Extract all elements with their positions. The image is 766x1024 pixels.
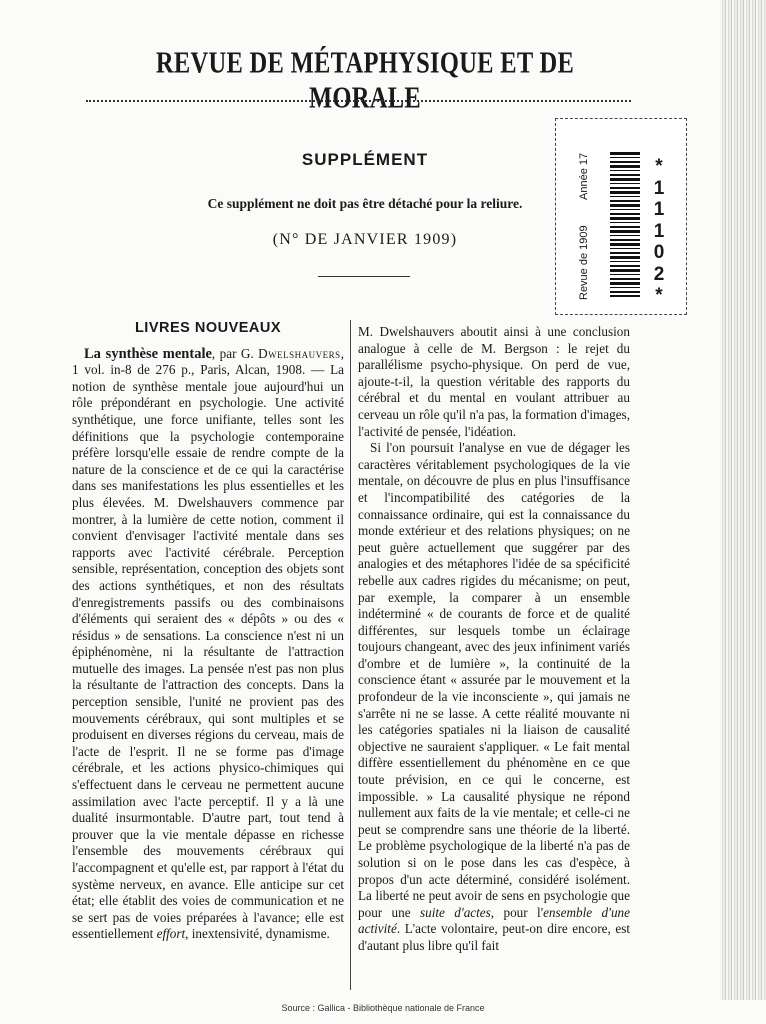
barcode-digit: 1 (653, 220, 665, 242)
section-rule (318, 276, 410, 277)
page-edge-scan (720, 0, 766, 1000)
review-paragraph (72, 346, 344, 943)
left-column (72, 320, 344, 943)
journal-title: REVUE DE MÉTAPHYSIQUE ET DE MORALE (155, 46, 575, 115)
header-rule (86, 100, 631, 102)
barcode-digit: 1 (653, 199, 665, 220)
barcode-digit: 1 (653, 177, 665, 199)
barcode-digit: 0 (653, 242, 665, 263)
byline-text: , par G. (211, 345, 259, 361)
review-text: Si l'on poursuit l'analyse en vue de dégager les caractères véritablement psychologiques de la vie mentale, on découvre de plus en plus l'insuffisance et l'incompatibilité des catégories de la connaissance ordinaire, qui est la connaissance du monde extérieur et des relations physiques; on ne peut guère actuellement que suggérer par des analogies et des métaphores l'idée de sa spécificité rebelle aux cadres rigides du mécanisme; on peut, par exemple, la comparer à un ensemble indéterminé « de courants de force et de qualité différentes, sur lesquels tombe un éclairage toujours changeant, avec des jeux infiniment variés d'ombre et de lumière », la continuité de la conscience étant « assurée par le mouvement et la profondeur de la vie inconsciente », qui jamais ne s'arrête ni ne se lasse. A cette réalité mouvante ni les catégories spatiales ni la liaison de causalité objective ne sauraient s'appliquer. « Le fait mental diffère essentiellement du phénomène en ce que toute prévision, en ce qui le concerne, est impossible. » La causalité physique ne répond nullement aux faits de la vie mentale; et celle-ci ne peut se comprendre sans une théorie de la liberté. Le problème psychologique de la liberté n'a pas de solution si on le pose dans les cas d'espèce, à propos d'un acte déterminé, considéré isolément. La liberté ne peut avoir de sens en psychologie que pour une (358, 440, 630, 920)
barcode-digits (646, 156, 672, 307)
author-name: Dwelshauvers (258, 345, 341, 361)
column-divider (350, 320, 351, 990)
supplement-title: SUPPLÉMENT (301, 150, 429, 169)
barcode-digit: * (655, 285, 663, 306)
review-emphasis: ensemble d'une activité (358, 904, 630, 937)
review-text-end: . L'acte volontaire, peut-on dire encore, est d'autant plus libre qu'il fait (358, 921, 630, 953)
review-emphasis: suite d'actes (419, 904, 491, 920)
barcode-digit: * (655, 156, 663, 177)
stamp-revue-label: Revue de 1909 (578, 225, 590, 300)
review-paragraph (358, 440, 630, 954)
barcode (610, 152, 640, 297)
barcode-digit: 2 (653, 263, 665, 285)
right-column (358, 324, 630, 955)
section-heading: LIVRES NOUVEAUX (134, 320, 282, 336)
review-text: , pour l' (490, 904, 544, 920)
source-footer: Source : Gallica - Bibliothèque nationale de France (281, 1003, 485, 1013)
review-paragraph: M. Dwelshauvers aboutit ainsi à une conclusion analogue à celle de M. Bergson : le rejet du parallélisme psycho-physique. On perd de vue, ajoute-t-il, la question véritable des rapports du cérébral et du mental en voulant attribuer au cerveau un rôle qu'il n'a pas, la formation d'images, l'activité de pensée, l'idéation. (358, 324, 630, 439)
stamp-year-label: Année 17 (578, 152, 590, 200)
book-title: La synthèse mentale (84, 345, 212, 362)
supplement-note: Ce supplément ne doit pas être détaché pour la reliure. (207, 196, 523, 211)
publication-info: , 1 vol. in-8 de 276 p., Paris, Alcan, 1908. — (72, 345, 344, 378)
issue-label: (N° DE JANVIER 1909) (272, 231, 458, 248)
review-text-end: , inextensivité, dynamisme. (185, 926, 330, 942)
review-text: La notion de synthèse mentale joue aujourd'hui un rôle prépondérant en psychologie. Une activité synthétique, une force unifiante, telles sont les définitions que la psychologie contemporaine préfère lorsqu'elle essaie de rendre compte de la nature de la conscience et de ce qui la caractérise dans ses manifestations les plus essentielles et les plus élevées. M. Dwelshauvers commence par montrer, à la lumière de cette notion, comment il convient d'envisager l'activité mentale dans ses rapports avec l'activité cérébrale. Perception sensible, représentation, conception des objets sont des actions synthétiques, et non des résultats d'enregistrements passifs ou des combinaisons d'éléments qui seraient des « dépôts » ou des « résidus » de sensations. La conscience n'est ni un épiphénomène, ni la résultante de l'attraction mutuelle des images. La pensée n'est pas non plus la résultante de l'attraction des concepts. Dans la perception sensible, l'unité ne provient pas des mouvements cérébraux, qui sont multiples et se produisent en diverses régions du cerveau, mais de l'acte de l'esprit. Il ne se forme pas d'image cérébrale, et les actions physico-chimiques qui s'effectuent dans le cerveau ne permettent aucune assimilation avec l'acte perceptif. Il y a là une dualité insurmontable. D'autre part, tout tend à prouver que la vie mentale dépasse en richesse l'ensemble des mouvements cérébraux qui l'accompagnent et qu'elle est, par rapport à l'état du système nerveux, en avance. Elle anticipe sur cet état; elle établit des voies de communication et ne se sert pas de voies préparées à l'avance; elle est essentiellement (72, 362, 344, 942)
review-emphasis: effort (156, 926, 186, 942)
